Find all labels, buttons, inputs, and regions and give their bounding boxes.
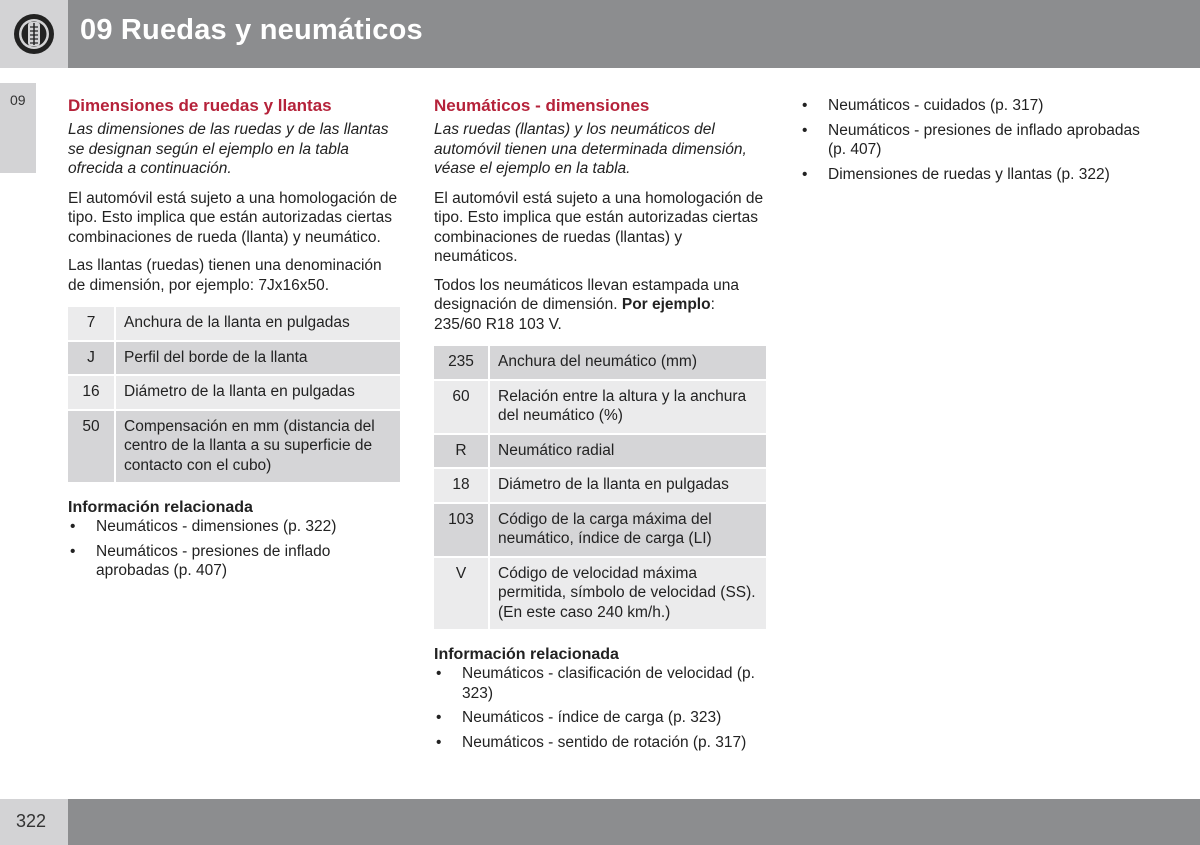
column-2 [434,96,766,757]
table-cell-code: 7 [68,307,116,342]
related-link[interactable]: Neumáticos - presiones de inflado aprobadas (p. 407) [96,542,331,579]
paragraph-text: Todos los neumáticos llevan estampada una designación de dimensión. [434,276,740,313]
paragraph-text: : 235/60 R18 103 V. [434,296,715,333]
bullet-icon: • [802,121,808,139]
section-heading-wheel-dimensions: Dimensiones de ruedas y llantas [68,96,332,115]
column-3 [800,96,1140,189]
related-link[interactable]: Neumáticos - índice de carga (p. 323) [462,709,722,726]
bullet-icon: • [70,518,76,535]
paragraph-bold: Por ejemplo [621,296,711,313]
wheel-icon [0,0,68,68]
table-row [434,346,766,381]
table-row [434,504,766,558]
related-links-list [434,664,766,752]
related-link[interactable]: Neumáticos - dimensiones (p. 322) [96,518,337,535]
table-row [434,558,766,632]
related-links-list [68,517,400,581]
table-row [434,435,766,470]
body-paragraph: El automóvil está sujeto a una homologación de tipo. Esto implica que están autorizadas ciertas combinaciones de rueda (llanta) y neumático. [68,189,398,246]
section-intro: Las ruedas (llantas) y los neumáticos del automóvil tienen una determinada dimensión, véase el ejemplo en la tabla. [434,121,747,177]
related-link[interactable]: Neumáticos - presiones de inflado aprobadas (p. 407) [828,121,1140,158]
table-row [68,342,400,377]
list-item[interactable] [800,165,1140,185]
page-number: 322 [16,811,47,831]
bullet-icon: • [70,542,76,560]
table-cell-code: 18 [434,469,490,504]
table-cell-code: 60 [434,381,490,435]
table-cell-desc: Neumático radial [490,435,766,470]
table-cell-code: V [434,558,490,632]
table-cell-desc: Diámetro de la llanta en pulgadas [116,376,400,411]
list-item[interactable] [68,542,400,581]
table-cell-code: R [434,435,490,470]
bullet-icon: • [802,97,808,114]
table-cell-desc: Compensación en mm (distancia del centro de la llanta a su superficie de contacto con el cubo) [116,411,400,485]
related-link[interactable]: Neumáticos - cuidados (p. 317) [828,97,1044,114]
footer-bar [68,799,1200,845]
tyre-dimension-table [434,346,766,631]
header-icon-box [0,0,68,68]
table-row [68,411,400,485]
bullet-icon: • [436,709,442,726]
table-cell-desc: Anchura de la llanta en pulgadas [116,307,400,342]
table-cell-desc: Código de velocidad máxima permitida, símbolo de velocidad (SS). (En este caso 240 km/h.) [490,558,766,632]
page-title: 09 Ruedas y neumáticos [80,14,423,46]
body-paragraph: El automóvil está sujeto a una homologación de tipo. Esto implica que están autorizadas ciertas combinaciones de ruedas (llantas) y neumáticos. [434,189,764,265]
table-cell-code: 16 [68,376,116,411]
table-row [434,469,766,504]
section-intro: Las dimensiones de las ruedas y de las llantas se designan según el ejemplo en la tabla ofrecida a continuación. [68,121,389,177]
related-links-list [800,96,1140,184]
related-link[interactable]: Dimensiones de ruedas y llantas (p. 322) [828,165,1110,183]
body-paragraph [434,276,766,335]
bullet-icon: • [802,165,808,183]
bullet-icon: • [436,665,442,682]
list-item[interactable] [800,96,1140,116]
table-row [68,376,400,411]
section-heading-tyre-dimensions: Neumáticos - dimensiones [434,96,650,115]
related-link[interactable]: Neumáticos - clasificación de velocidad (p. 323) [462,665,755,702]
table-row [434,381,766,435]
table-cell-code: 235 [434,346,490,381]
table-row [68,307,400,342]
table-cell-code: 103 [434,504,490,558]
related-link[interactable]: Neumáticos - sentido de rotación (p. 317) [462,733,747,751]
list-item[interactable] [434,708,766,728]
related-info-heading: Información relacionada [68,499,253,516]
rim-dimension-table [68,307,400,484]
list-item[interactable] [434,664,766,703]
table-cell-code: J [68,342,116,377]
bullet-icon: • [436,733,442,751]
list-item[interactable] [800,121,1140,160]
list-item[interactable] [434,733,766,753]
table-cell-desc: Anchura del neumático (mm) [490,346,766,381]
related-info-heading: Información relacionada [434,646,619,663]
column-1 [68,96,400,586]
table-cell-desc: Perfil del borde de la llanta [116,342,400,377]
table-cell-code: 50 [68,411,116,485]
list-item[interactable] [68,517,400,537]
table-cell-desc: Código de la carga máxima del neumático, índice de carga (LI) [490,504,766,558]
table-cell-desc: Relación entre la altura y la anchura del neumático (%) [490,381,766,435]
body-paragraph: Las llantas (ruedas) tienen una denominación de dimensión, por ejemplo: 7Jx16x50. [68,257,382,294]
chapter-tab-label: 09 [10,92,26,108]
table-cell-desc: Diámetro de la llanta en pulgadas [490,469,766,504]
